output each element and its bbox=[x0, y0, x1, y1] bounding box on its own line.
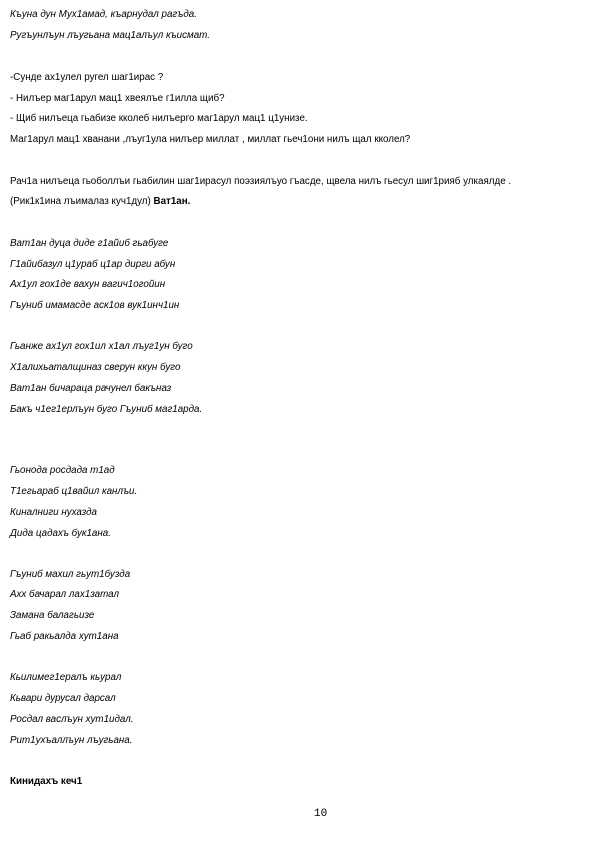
poem1-s1-line-4: Гъуниб имамасде аск1ов вук1инч1ин bbox=[10, 300, 180, 311]
poem2-s2-line-3: Замана балагьизе bbox=[10, 610, 95, 621]
intro-line-1: Къуна дун Мух1амад, къарнудал рагъда. bbox=[10, 9, 197, 20]
poem2-s3-line-3: Росдал васлъун хут1идал. bbox=[10, 714, 134, 725]
poem1-s2-line-4: Бакъ ч1ег1ерлъун буго Гъуниб маг1арда. bbox=[10, 404, 203, 415]
poem1-s2-line-2: Х1алихьаталщиназ сверун ккун буго bbox=[10, 362, 181, 373]
poem2-s2-line-2: Ахх бачарал лах1затал bbox=[10, 589, 120, 600]
poem2-s3-line-2: Кьвари дурусал дарсал bbox=[10, 693, 116, 704]
poem2-s2-line-4: Гьаб ракьалда хут1ана bbox=[10, 631, 119, 642]
section-heading: Кинидахъ кеч1 bbox=[10, 776, 83, 787]
poem2-s2-line-1: Гъуниб махил гьут1бузда bbox=[10, 569, 131, 580]
poem1-s1-line-1: Ват1ан дуца диде г1айиб гьабуге bbox=[10, 238, 169, 249]
poem2-s1-line-2: Т1егьараб ц1вайил канлъи. bbox=[10, 486, 138, 497]
poem-title: Ват1ан. bbox=[153, 196, 191, 207]
task-line-2 bbox=[10, 196, 190, 208]
poem1-s1-line-3: Ах1ул гох1де вахун вагич1огойин bbox=[10, 279, 166, 290]
question-4: Маг1арул мац1 хванани ,лъуг1ула нилъер миллат , миллат гьеч1они нилъ щал кколел? bbox=[10, 134, 411, 145]
poem1-s2-line-1: Гьанже ах1ул гох1ил х1ал лъуг1ун буго bbox=[10, 341, 193, 352]
poem2-s1-line-3: Киналниги нухазда bbox=[10, 507, 97, 518]
question-1: -Сунде ах1улел ругел шаг1ирас ? bbox=[10, 72, 164, 83]
task-line-1: Рач1а нилъеца гьоболлъи гьабилин шаг1ирасул поэзиялъуо гъасде, щвела нилъ гьесул шиг1рияб улкаялде . bbox=[10, 176, 512, 187]
poem2-s3-line-1: Кьилимег1ералъ кьурал bbox=[10, 672, 122, 683]
poem2-s1-line-1: Гьонода росдада т1ад bbox=[10, 465, 115, 476]
intro-line-2: Ругъунлъун лъугьана мац1алъул къисмат. bbox=[10, 30, 210, 41]
poem2-s1-line-4: Дида цадахъ бук1ана. bbox=[10, 528, 111, 539]
question-3: - Щиб нилъеца гьабизе кколеб нилъерго маг1арул мац1 ц1унизе. bbox=[10, 113, 308, 124]
page-number: 10 bbox=[314, 808, 328, 820]
poem1-s2-line-3: Ват1ан бичараца рачунел бакъназ bbox=[10, 383, 172, 394]
task-note: (Рик1к1ина лъималаз куч1дул) bbox=[10, 196, 154, 207]
poem2-s3-line-4: Рит1ухъаллъун лъугьана. bbox=[10, 735, 133, 746]
poem1-s1-line-2: Г1айибазул ц1ураб ц1ар дирги абун bbox=[10, 259, 176, 270]
question-2: - Нилъер маг1арул мац1 хвеялъе г1илла щиб? bbox=[10, 93, 225, 104]
